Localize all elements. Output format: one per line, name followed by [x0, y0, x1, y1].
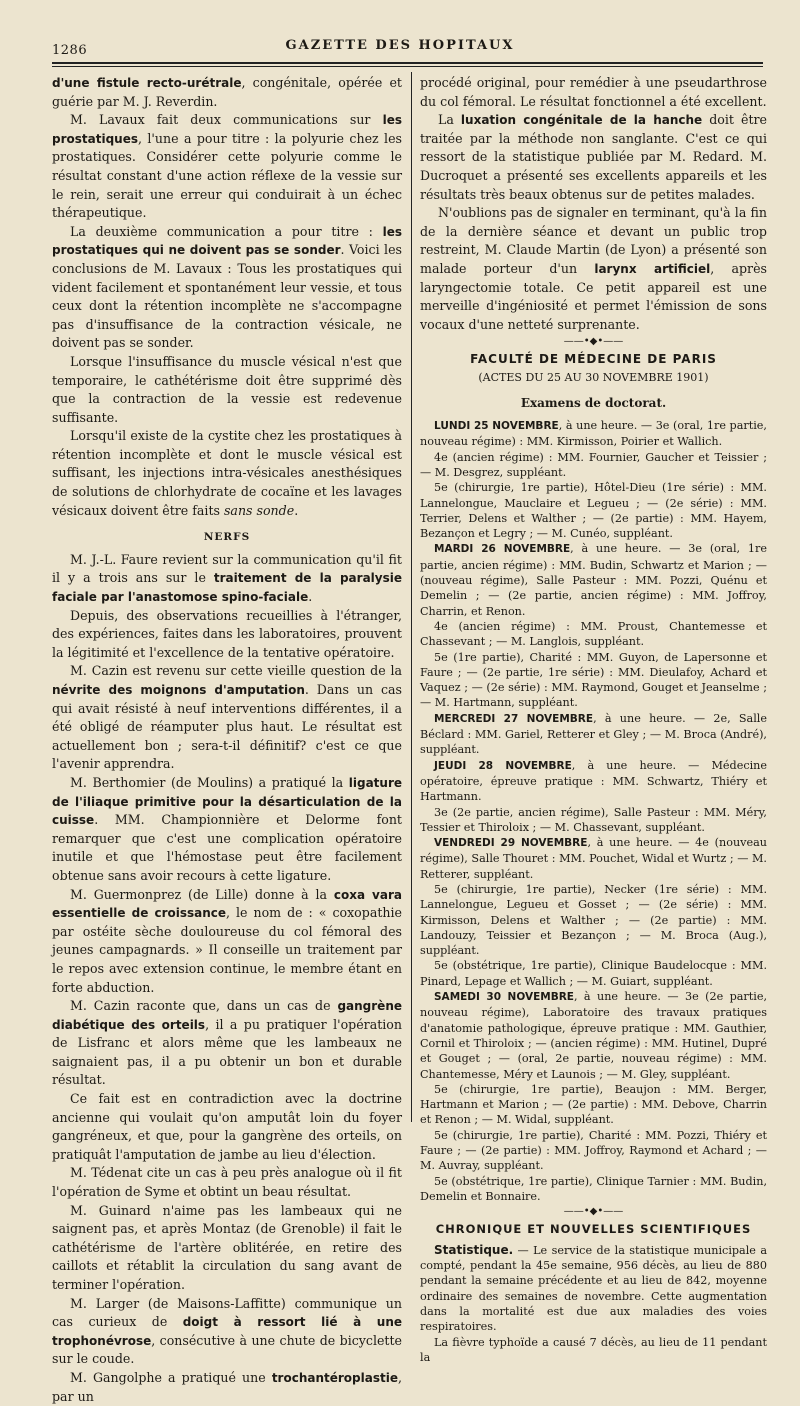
exam-list: [420, 418, 767, 1204]
ornament-divider: ——•◆•——: [563, 336, 624, 348]
paragraph: M. J.-L. Faure revient sur la communication qu'il fit il y a trois ans sur le traitement de la paralysie faciale par l'anastomose spino-faciale.: [52, 551, 403, 605]
paragraph: M. Tédenat cite un cas à peu près analogue où il fit l'opération de Syme et obtint un beau résultat.: [52, 1165, 402, 1200]
chronicle-title: CHRONIQUE ET NOUVELLES SCIENTIFIQUES: [435, 1222, 752, 1237]
running-title: GAZETTE DES HOPITAUX: [285, 38, 515, 53]
paragraph: M. Larger (de Maisons-Laffitte) communique un cas curieux de doigt à ressort lié à une trophonévrose, consécutive à une chute de bicyclette sur le coude.: [52, 1295, 402, 1367]
list-item: MERCREDI 27 NOVEMBRE, à une heure. — 2e, Salle Béclard : MM. Gariel, Retterer et Gley ; — M. Broca (André), suppléant.: [420, 711, 768, 757]
list-item: SAMEDI 30 NOVEMBRE, à une heure. — 3e (2e partie, nouveau régime), Laboratoire des travaux pratiques d'anatomie pathologique, épreuve pratique : MM. Gauthier, Cornil et Thiroloix ; — (ancien régime) : MM. Hutinel, Dupré et Gouget ; — (oral, 2e partie, nouveau régime) : MM. Chantemesse, Méry et Launois ; — M. Gley, suppléant.: [420, 990, 768, 1081]
paragraph: Ce fait est en contradiction avec la doctrine ancienne qui voulait qu'on amputât loin du foyer gangréneux, et que, pour la gangrène des orteils, on pratiquât l'amputation de jambe au lieu d'élection.: [52, 1091, 402, 1162]
list-item: LUNDI 25 NOVEMBRE, à une heure. — 3e (oral, 1re partie, nouveau régime) : MM. Kirmisson, Poirier et Wallich.: [420, 419, 767, 449]
paragraph: Statistique. — Le service de la statistique municipale a compté, pendant la 45e semaine, 956 décès, au lieu de 880 pendant la semaine précédente et au lieu de 842, moyenne ordinaire des semaines de novembre. Cette augmentation dans la mortalité est due aux maladies des voies respiratoires.: [420, 1242, 767, 1334]
paragraph: Depuis, des observations recueillies à l'étranger, des expériences, faites dans les laboratoires, prouvent la légitimité et l'excellence de la tentative opératoire.: [52, 607, 402, 660]
ornament-divider: ——•◆•——: [563, 1206, 624, 1218]
paragraph: M. Cazin est revenu sur cette vieille question de la névrite des moignons d'amputation. Dans un cas qui avait résisté à neuf interventions différentes, il a été obligé de réamputer plus haut. Le résultat est actuellement bon ; sera-t-il définitif? c'est ce que l'avenir apprendra.: [52, 663, 402, 772]
left-column: [52, 74, 402, 1406]
paragraph: Lorsqu'il existe de la cystite chez les prostatiques à rétention incomplète et dont le muscle vésical est suffisant, les injections intra-vésicales anesthésiques de solutions de chlorhydrate de cocaïne et les lavages vésicaux doivent être faits sans sonde.: [52, 428, 402, 518]
list-item: 5e (chirurgie, 1re partie), Charité : MM. Pozzi, Thiéry et Faure ; — (2e partie) : MM. Joffroy, Raymond et Achard ; — M. Auvray, suppléant.: [420, 1128, 767, 1173]
list-item: 3e (2e partie, ancien régime), Salle Pasteur : MM. Méry, Tessier et Thiroloix ; — M. Chassevant, suppléant.: [420, 805, 767, 834]
paragraph: La luxation congénitale de la hanche doit être traitée par la méthode non sanglante. C'est ce qui ressort de la statistique publiée par M. Redard. M. Ducroquet a présenté ses excellents appareils et les résultats très beaux obtenus sur de petites malades.: [420, 112, 768, 202]
list-item: 5e (chirurgie, 1re partie), Necker (1re série) : MM. Lannelongue, Legueu et Gosset ; — (2e série) : MM. Kirmisson, Delens et Walther ; — (2e partie) : MM. Landouzy, Teissier et Bezançon ; — M. Broca (Aug.), suppléant.: [420, 883, 767, 958]
faculty-subtitle: (ACTES DU 25 AU 30 NOVEMBRE 1901): [478, 370, 709, 384]
page-number: 1286: [52, 43, 88, 58]
paragraph: M. Guermonprez (de Lille) donne à la coxa vara essentielle de croissance, le nom de : « coxopathie par ostéite sèche douloureuse du col fémoral des jeunes campagnards. » Il conseille un traitement par le repos avec extension continue, le membre étant en forte abduction.: [52, 886, 402, 995]
paragraph: N'oublions pas de signaler en terminant, qu'à la fin de la dernière séance et devant un public trop restreint, M. Claude Martin (de Lyon) a présenté son malade porteur d'un larynx artificiel, après laryngectomie totale. Ce petit appareil est une merveille d'ingéniosité et permet l'émission de sons vocaux d'une netteté surprenante.: [420, 205, 767, 332]
paragraph: d'une fistule recto-urétrale, congénitale, opérée et guérie par M. J. Reverdin.: [52, 75, 402, 109]
list-item: VENDREDI 29 NOVEMBRE, à une heure. — 4e (nouveau régime), Salle Thouret : MM. Pouchet, Widal et Wurtz ; — M. Retterer, suppléant.: [420, 836, 768, 881]
paragraph: M. Cazin raconte que, dans un cas de gangrène diabétique des orteils, il a pu pratiquer l'opération de Lisfranc et alors même que les lambeaux ne saignaient pas, il a pu obtenir un bon et durable résultat.: [52, 998, 402, 1088]
list-item: 5e (chirurgie, 1re partie), Beaujon : MM. Berger, Hartmann et Marion ; — (2e partie) : MM. Debove, Charrin et Renon ; — M. Widal, suppléant.: [420, 1082, 767, 1127]
list-item: 4e (ancien régime) : MM. Fournier, Gaucher et Teissier ; — M. Desgrez, suppléant.: [420, 450, 767, 479]
column-divider: [411, 72, 412, 1122]
chronicle-text: [420, 1243, 767, 1365]
paragraph: procédé original, pour remédier à une pseudarthrose du col fémoral. Le résultat fonctionnel a été excellent.: [420, 75, 767, 109]
right-column: [420, 74, 767, 1365]
paragraph: La fièvre typhoïde a causé 7 décès, au lieu de 11 pendant la: [420, 1335, 767, 1364]
paragraph: M. Gangolphe a pratiqué une trochantéroplastie, par un: [52, 1369, 402, 1404]
list-item: 5e (obstétrique, 1re partie), Clinique Tarnier : MM. Budin, Demelin et Bonnaire.: [420, 1174, 767, 1203]
paragraph: La deuxième communication a pour titre : les prostatiques qui ne doivent pas se sonder. Voici les conclusions de M. Lavaux : Tous les prostatiques qui vident facilement et spontanément leur vessie, et tous ceux dont la rétention incomplète ne s'accompagne pas d'insuffisance de la contraction vésicale, ne doivent pas se sonder.: [52, 223, 402, 351]
list-item: JEUDI 28 NOVEMBRE, à une heure. — Médecine opératoire, épreuve pratique : MM. Schwartz, Thiéry et Hartmann.: [420, 758, 767, 804]
paragraph: M. Lavaux fait deux communications sur les prostatiques, l'une a pour titre : la polyurie chez les prostatiques. Considérer cette polyurie comme le résultat constant d'une action réflexe de la vessie sur le rein, serait une erreur qui conduirait à un échec thérapeutique.: [52, 112, 402, 221]
header-rule: [52, 62, 763, 64]
list-item: 5e (obstétrique, 1re partie), Clinique Baudelocque : MM. Pinard, Lepage et Wallich ; — M. Guiart, suppléant.: [420, 959, 767, 988]
header-rule-thin: [52, 66, 763, 67]
list-item: MARDI 26 NOVEMBRE, à une heure. — 3e (oral, 1re partie, ancien régime) : MM. Budin, Schwartz et Marion ; — (nouveau régime), Salle Pasteur : MM. Pozzi, Quénu et Demelin ; — (2e partie, ancien régime) : MM. Joffroy, Charrin, et Renon.: [420, 542, 767, 618]
paragraph: M. Berthomier (de Moulins) a pratiqué la ligature de l'iliaque primitive pour la désarticulation de la cuisse. MM. Championnière et Delorme font remarquer que c'est une complication opératoire inutile et que l'hémostase peut être facilement obtenue sans avoir recours à cette ligature.: [52, 774, 402, 883]
list-item: 4e (ancien régime) : MM. Proust, Chantemesse et Chassevant ; — M. Langlois, suppléant.: [420, 619, 767, 649]
list-item: 5e (1re partie), Charité : MM. Guyon, de Lapersonne et Faure ; — (2e partie, 1re série) : MM. Dieulafoy, Achard et Vaquez ; — (2e série) : MM. Raymond, Gouget et Jeanselme ; — M. Hartmann, suppléant.: [420, 650, 767, 710]
exams-title: Examens de doctorat.: [520, 395, 667, 410]
paragraph: Lorsque l'insuffisance du muscle vésical n'est que temporaire, le cathétérisme doit être supprimé dès que la contraction de la vessie est redevenue suffisante.: [52, 353, 402, 425]
paragraph: M. Guinard n'aime pas les lambeaux qui ne saignent pas, et après Montaz (de Grenoble) il fait le cathétérisme de l'artère oblitérée, en retire des caillots et rétablit la circulation du sang avant de terminer l'opération.: [52, 1202, 402, 1292]
faculty-title: FACULTÉ DE MÉDECINE DE PARIS: [470, 352, 717, 367]
list-item: 5e (chirurgie, 1re partie), Hôtel-Dieu (1re série) : MM. Lannelongue, Mauclaire et Legueu ; — (2e série) : MM. Terrier, Delens et Walther ; — (2e partie) : MM. Hayem, Bezançon et Legry ; — M. Cunéo, suppléant.: [420, 481, 767, 541]
section-title-nerfs: NERFS: [203, 531, 251, 544]
